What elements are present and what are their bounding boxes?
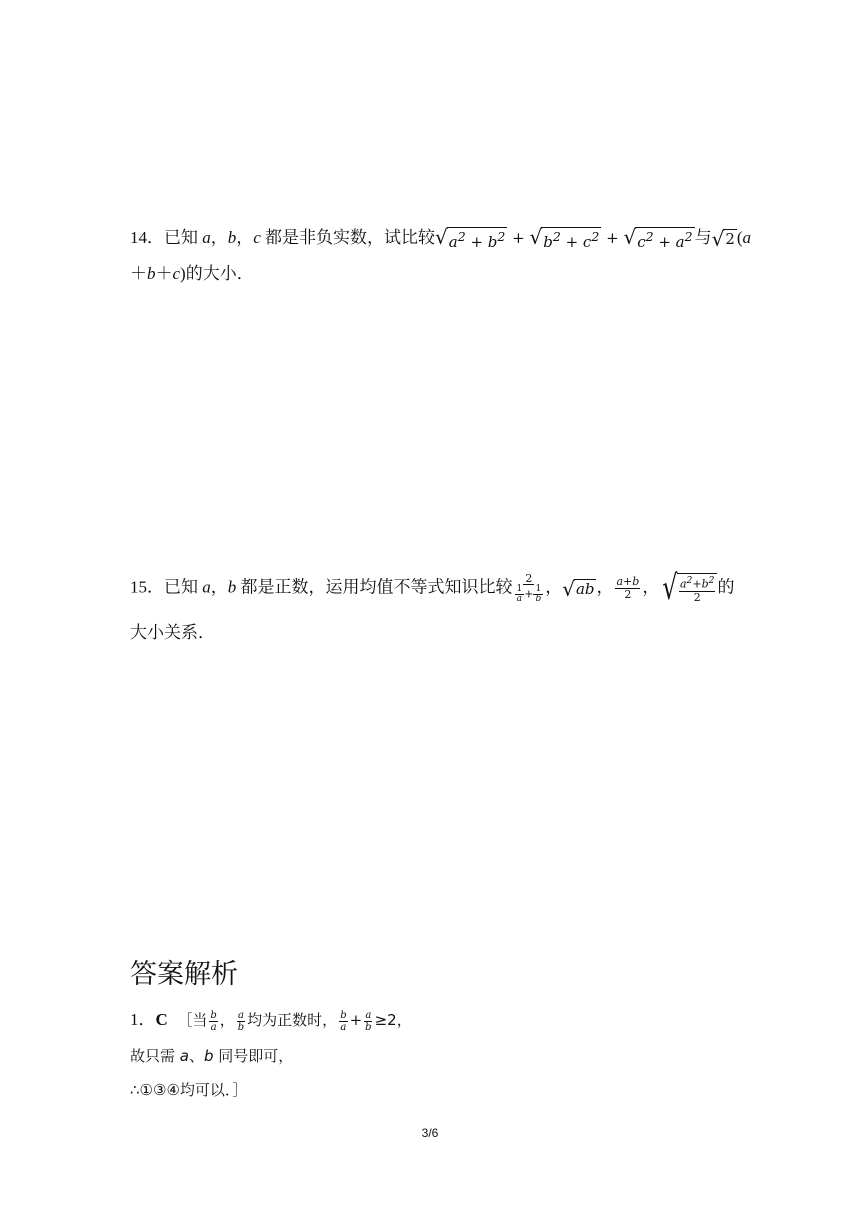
page-number: 3/6 xyxy=(421,1126,439,1140)
q15-geometric-mean: √ ab xyxy=(562,576,595,601)
q14-line-1: 14．已知 a，b，c 都是非负实数，试比较 √ $a^2 + b^2$ + √ $b^2 + c^2$ + √ $c^2 + a^2$ 与 √ 2 (a xyxy=(130,225,752,251)
q15-harmonic-mean: 2 $\frac{1}{a}$ + $\frac{1}{b}$ xyxy=(516,572,542,604)
q14-line-2: ＋b＋c)的大小． xyxy=(130,264,254,283)
answer-1-line-2: 故只需 a、b 同号即可， xyxy=(130,1047,294,1065)
answer-1-line-3: ∴①③④均可以．］ xyxy=(130,1081,248,1099)
q14-sqrt2: √ 2 xyxy=(711,227,735,251)
answers-heading: 答案解析 xyxy=(130,959,238,990)
q15-arithmetic-mean: $\frac{a+b}{2}$ xyxy=(616,575,640,601)
q14-number: 14． xyxy=(130,228,164,247)
q15-quadratic-mean: √ $\frac{a^2+b^2}{2}$ xyxy=(659,579,717,597)
q14-expression: √ $a^2 + b^2$ + √ $b^2 + c^2$ + √ $c^2 + a^2$ xyxy=(435,225,693,251)
q15-line-1: 15．已知 a，b 都是正数，运用均值不等式知识比较 2 $\frac{1}{a}$ + $\frac{1}{b}$ ， √ ab ， $\frac{a+b}{2}$ ， √ $\frac{a^2+b^2}{2}$ 的 xyxy=(130,568,735,609)
answer-1-letter: C xyxy=(155,1010,168,1029)
answer-1-line-1: 1．C ［当 $\frac{b}{a}$ ， $\frac{a}{b}$ 均为正数时， $\frac{b}{a}$ + $\frac{a}{b}$ ≥2， xyxy=(130,1009,412,1033)
q15-number: 15． xyxy=(130,577,164,597)
q15-line-2: 大小关系． xyxy=(130,623,215,642)
